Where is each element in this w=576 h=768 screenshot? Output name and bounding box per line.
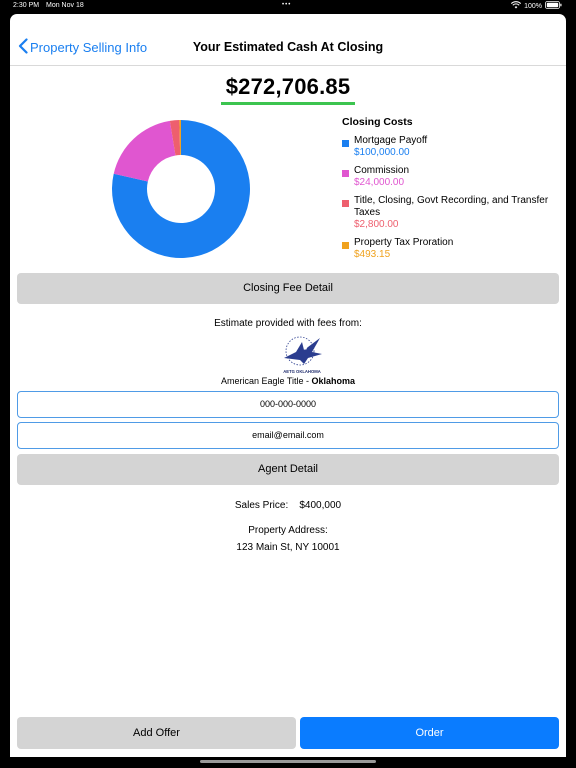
property-address-label: Property Address: — [248, 525, 328, 536]
american-eagle-title-logo — [278, 334, 326, 376]
svg-text:AETG OKLAHOMA: AETG OKLAHOMA — [283, 369, 321, 374]
legend-value: $24,000.00 — [354, 177, 405, 188]
agent-detail-button[interactable]: Agent Detail — [17, 454, 559, 485]
battery-icon — [545, 1, 562, 11]
page-title: Your Estimated Cash At Closing — [192, 40, 384, 54]
multitasking-dots: ••• — [282, 2, 292, 8]
estimated-cash-total: $272,706.85 — [225, 74, 351, 99]
legend-title: Closing Costs — [342, 116, 413, 128]
status-bar — [0, 0, 576, 14]
status-date: Mon Nov 18 — [46, 2, 84, 9]
legend-swatch — [342, 140, 349, 147]
legend-swatch — [342, 242, 349, 249]
legend-item-property-tax-proration — [342, 237, 562, 261]
sales-price-value: $400,000 — [299, 500, 342, 511]
legend-item-mortgage-payoff — [342, 135, 562, 159]
donut-slice-1 — [114, 121, 176, 182]
legend-label: Mortgage Payoff — [354, 135, 428, 146]
provider-name — [10, 376, 566, 386]
status-time: 2:30 PM — [13, 2, 40, 9]
back-button-label: Property Selling Info — [30, 40, 148, 55]
status-right — [511, 1, 562, 11]
phone-field[interactable]: 000-000-0000 — [17, 391, 559, 418]
legend-swatch — [342, 170, 349, 177]
wifi-icon — [511, 1, 521, 11]
legend-item-title-closing-taxes — [342, 195, 562, 231]
order-button[interactable]: Order — [300, 717, 559, 749]
legend-label: Commission — [354, 165, 410, 176]
chart-legend — [342, 116, 562, 267]
legend-label: Title, Closing, Govt Recording, and Transfer Taxes — [354, 195, 549, 218]
total-underline — [221, 102, 355, 105]
sales-price-label: Sales Price: — [234, 500, 289, 511]
sales-price-row — [10, 500, 566, 511]
modal-sheet — [10, 14, 566, 757]
legend-label: Property Tax Proration — [354, 237, 454, 248]
home-indicator — [200, 760, 376, 763]
battery-percent: 100% — [524, 2, 542, 10]
legend-item-commission — [342, 165, 562, 189]
closing-fee-detail-button[interactable]: Closing Fee Detail — [17, 273, 559, 304]
navigation-bar — [10, 14, 566, 66]
closing-costs-donut-chart — [110, 118, 252, 260]
legend-value: $2,800.00 — [354, 219, 399, 230]
legend-value: $100,000.00 — [354, 147, 410, 158]
property-address-value: 123 Main St, NY 10001 — [236, 542, 340, 553]
legend-swatch — [342, 200, 349, 207]
provider-intro-text: Estimate provided with fees from: — [214, 318, 362, 329]
add-offer-button[interactable]: Add Offer — [17, 717, 296, 749]
provider-company: American Eagle Title - — [220, 376, 312, 386]
email-field[interactable]: email@email.com — [17, 422, 559, 449]
legend-value: $493.15 — [354, 249, 391, 260]
provider-region: Oklahoma — [311, 376, 356, 386]
